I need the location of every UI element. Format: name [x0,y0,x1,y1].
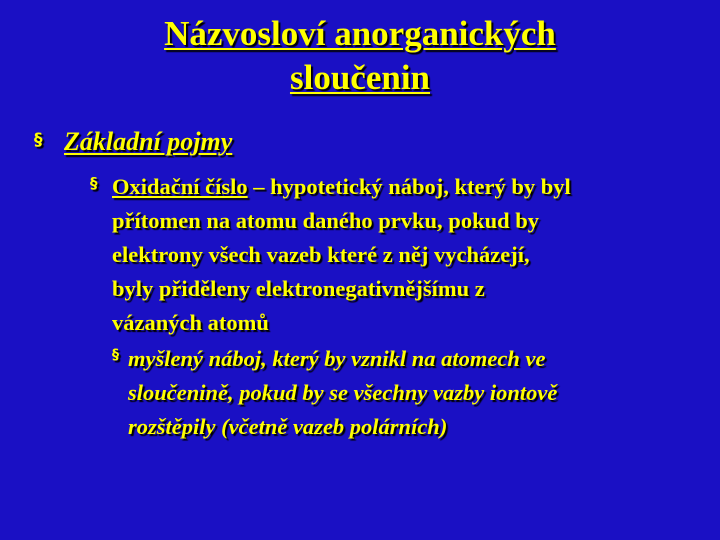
bullet-marker-icon: § [90,174,98,192]
bullet-basic-terms-text: Základní pojmy [64,127,233,156]
slide-title-line2: sloučenin [289,58,431,97]
definition-line: elektrony všech vazeb které z něj vycházejí, [112,242,530,267]
bullet-hypothetical-charge [128,342,698,444]
slide-title-line1: Názvosloví anorganických [164,14,556,53]
oxidation-number-definition-start: – hypotetický náboj, který by byl [247,174,571,199]
hypothetical-charge-line: rozštěpily (včetně vazeb polárních) [128,414,448,439]
slide-title [0,12,720,100]
hypothetical-charge-line: myšlený náboj, který by vznikl na atomech ve [128,346,546,371]
definition-line: byly přiděleny elektronegativnějšímu z [112,276,485,301]
bullet-basic-terms [64,125,232,159]
bullet-marker-icon: § [34,130,43,150]
bullet-oxidation-number-first-line [112,170,571,204]
definition-line: vázaných atomů [112,310,269,335]
definition-line: přítomen na atomu daného prvku, pokud by [112,208,539,233]
oxidation-number-definition [112,204,702,340]
oxidation-number-term: Oxidační číslo [112,174,248,199]
bullet-marker-icon: § [112,347,119,363]
hypothetical-charge-line: sloučenině, pokud by se všechny vazby iontově [128,380,558,405]
